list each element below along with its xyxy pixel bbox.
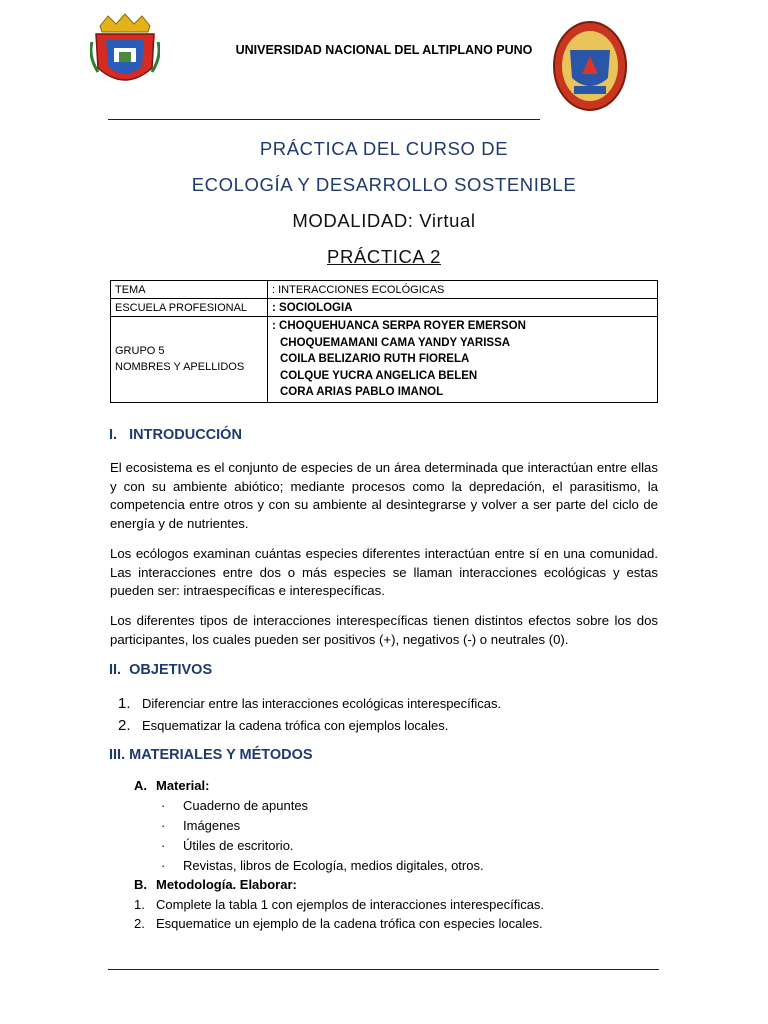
table-row bbox=[111, 317, 658, 403]
members-cell bbox=[268, 317, 658, 403]
practice-number: PRÁCTICA 2 bbox=[327, 246, 441, 267]
list-item: · Útiles de escritorio. bbox=[161, 838, 294, 853]
info-table bbox=[110, 280, 658, 403]
member-name: : CHOQUEHUANCA SERPA ROYER EMERSON bbox=[272, 320, 526, 332]
material-subheading: A. Material: bbox=[134, 778, 210, 793]
list-item: 2. Esquematizar la cadena trófica con ejemplos locales. bbox=[118, 717, 449, 734]
footer-divider bbox=[108, 969, 659, 970]
table-row bbox=[111, 281, 658, 299]
modality-line: MODALIDAD: Virtual bbox=[292, 210, 476, 231]
nombres-label: NOMBRES Y APELLIDOS bbox=[115, 361, 245, 374]
list-item: 1. Diferenciar entre las interacciones ecológicas interespecíficas. bbox=[118, 695, 502, 712]
course-title-line2: ECOLOGÍA Y DESARROLLO SOSTENIBLE bbox=[191, 174, 577, 195]
list-item: · Revistas, libros de Ecología, medios digitales, otros. bbox=[161, 858, 484, 873]
list-item: 2. Esquematice un ejemplo de la cadena trófica con especies locales. bbox=[134, 916, 543, 931]
method-subheading: B. Metodología. Elaborar: bbox=[134, 877, 297, 892]
list-item: · Imágenes bbox=[161, 818, 241, 833]
group-cell bbox=[111, 317, 268, 403]
member-name: CORA ARIAS PABLO IMANOL bbox=[280, 386, 444, 398]
course-title-line1: PRÁCTICA DEL CURSO DE bbox=[259, 138, 509, 159]
methods-heading: III. MATERIALES Y MÉTODOS bbox=[109, 747, 313, 763]
table-row bbox=[111, 299, 658, 317]
list-item: 1. Complete la tabla 1 con ejemplos de interacciones interespecíficas. bbox=[134, 897, 545, 912]
sociology-emblem-logo bbox=[552, 20, 628, 112]
intro-heading: I. INTRODUCCIÓN bbox=[109, 427, 242, 443]
objectives-heading: II. OBJETIVOS bbox=[109, 662, 213, 678]
member-name: CHOQUEMAMANI CAMA YANDY YARISSA bbox=[280, 336, 511, 349]
intro-paragraph-2: Los ecólogos examinan cuántas especies diferentes interactúan entre sí en una comunidad. Las interacciones entre dos o más especies se llaman interacciones ecológicas y estas pueden ser: intraespecíficas e interespecíficas. bbox=[110, 546, 658, 599]
escuela-label: ESCUELA PROFESIONAL bbox=[111, 299, 268, 317]
escuela-value: : SOCIOLOGIA bbox=[268, 299, 658, 317]
grupo-label: GRUPO 5 bbox=[115, 345, 165, 358]
intro-paragraph-1: El ecosistema es el conjunto de especies de un área determinada que interactúan entre ellas y con su ambiente abiótico; mediante procesos como la depredación, el parasitismo, la competencia entre otros y con su ambiente al desintegrarse y volver a ser parte del ciclo de energía y de nutrientes. bbox=[110, 460, 658, 531]
header-divider bbox=[108, 119, 540, 120]
tema-value: : INTERACCIONES ECOLÓGICAS bbox=[268, 281, 658, 299]
intro-paragraph-3: Los diferentes tipos de interacciones interespecíficas tienen distintos efectos sobre los dos participantes, los cuales pueden ser positivos (+), negativos (-) o neutrales (0). bbox=[110, 613, 658, 647]
member-name: COILA BELIZARIO RUTH FIORELA bbox=[280, 353, 470, 365]
university-name: UNIVERSIDAD NACIONAL DEL ALTIPLANO PUNO bbox=[235, 43, 533, 57]
list-item: · Cuaderno de apuntes bbox=[161, 798, 309, 813]
tema-label: TEMA bbox=[111, 281, 268, 299]
member-name: COLQUE YUCRA ANGELICA BELEN bbox=[280, 369, 478, 382]
